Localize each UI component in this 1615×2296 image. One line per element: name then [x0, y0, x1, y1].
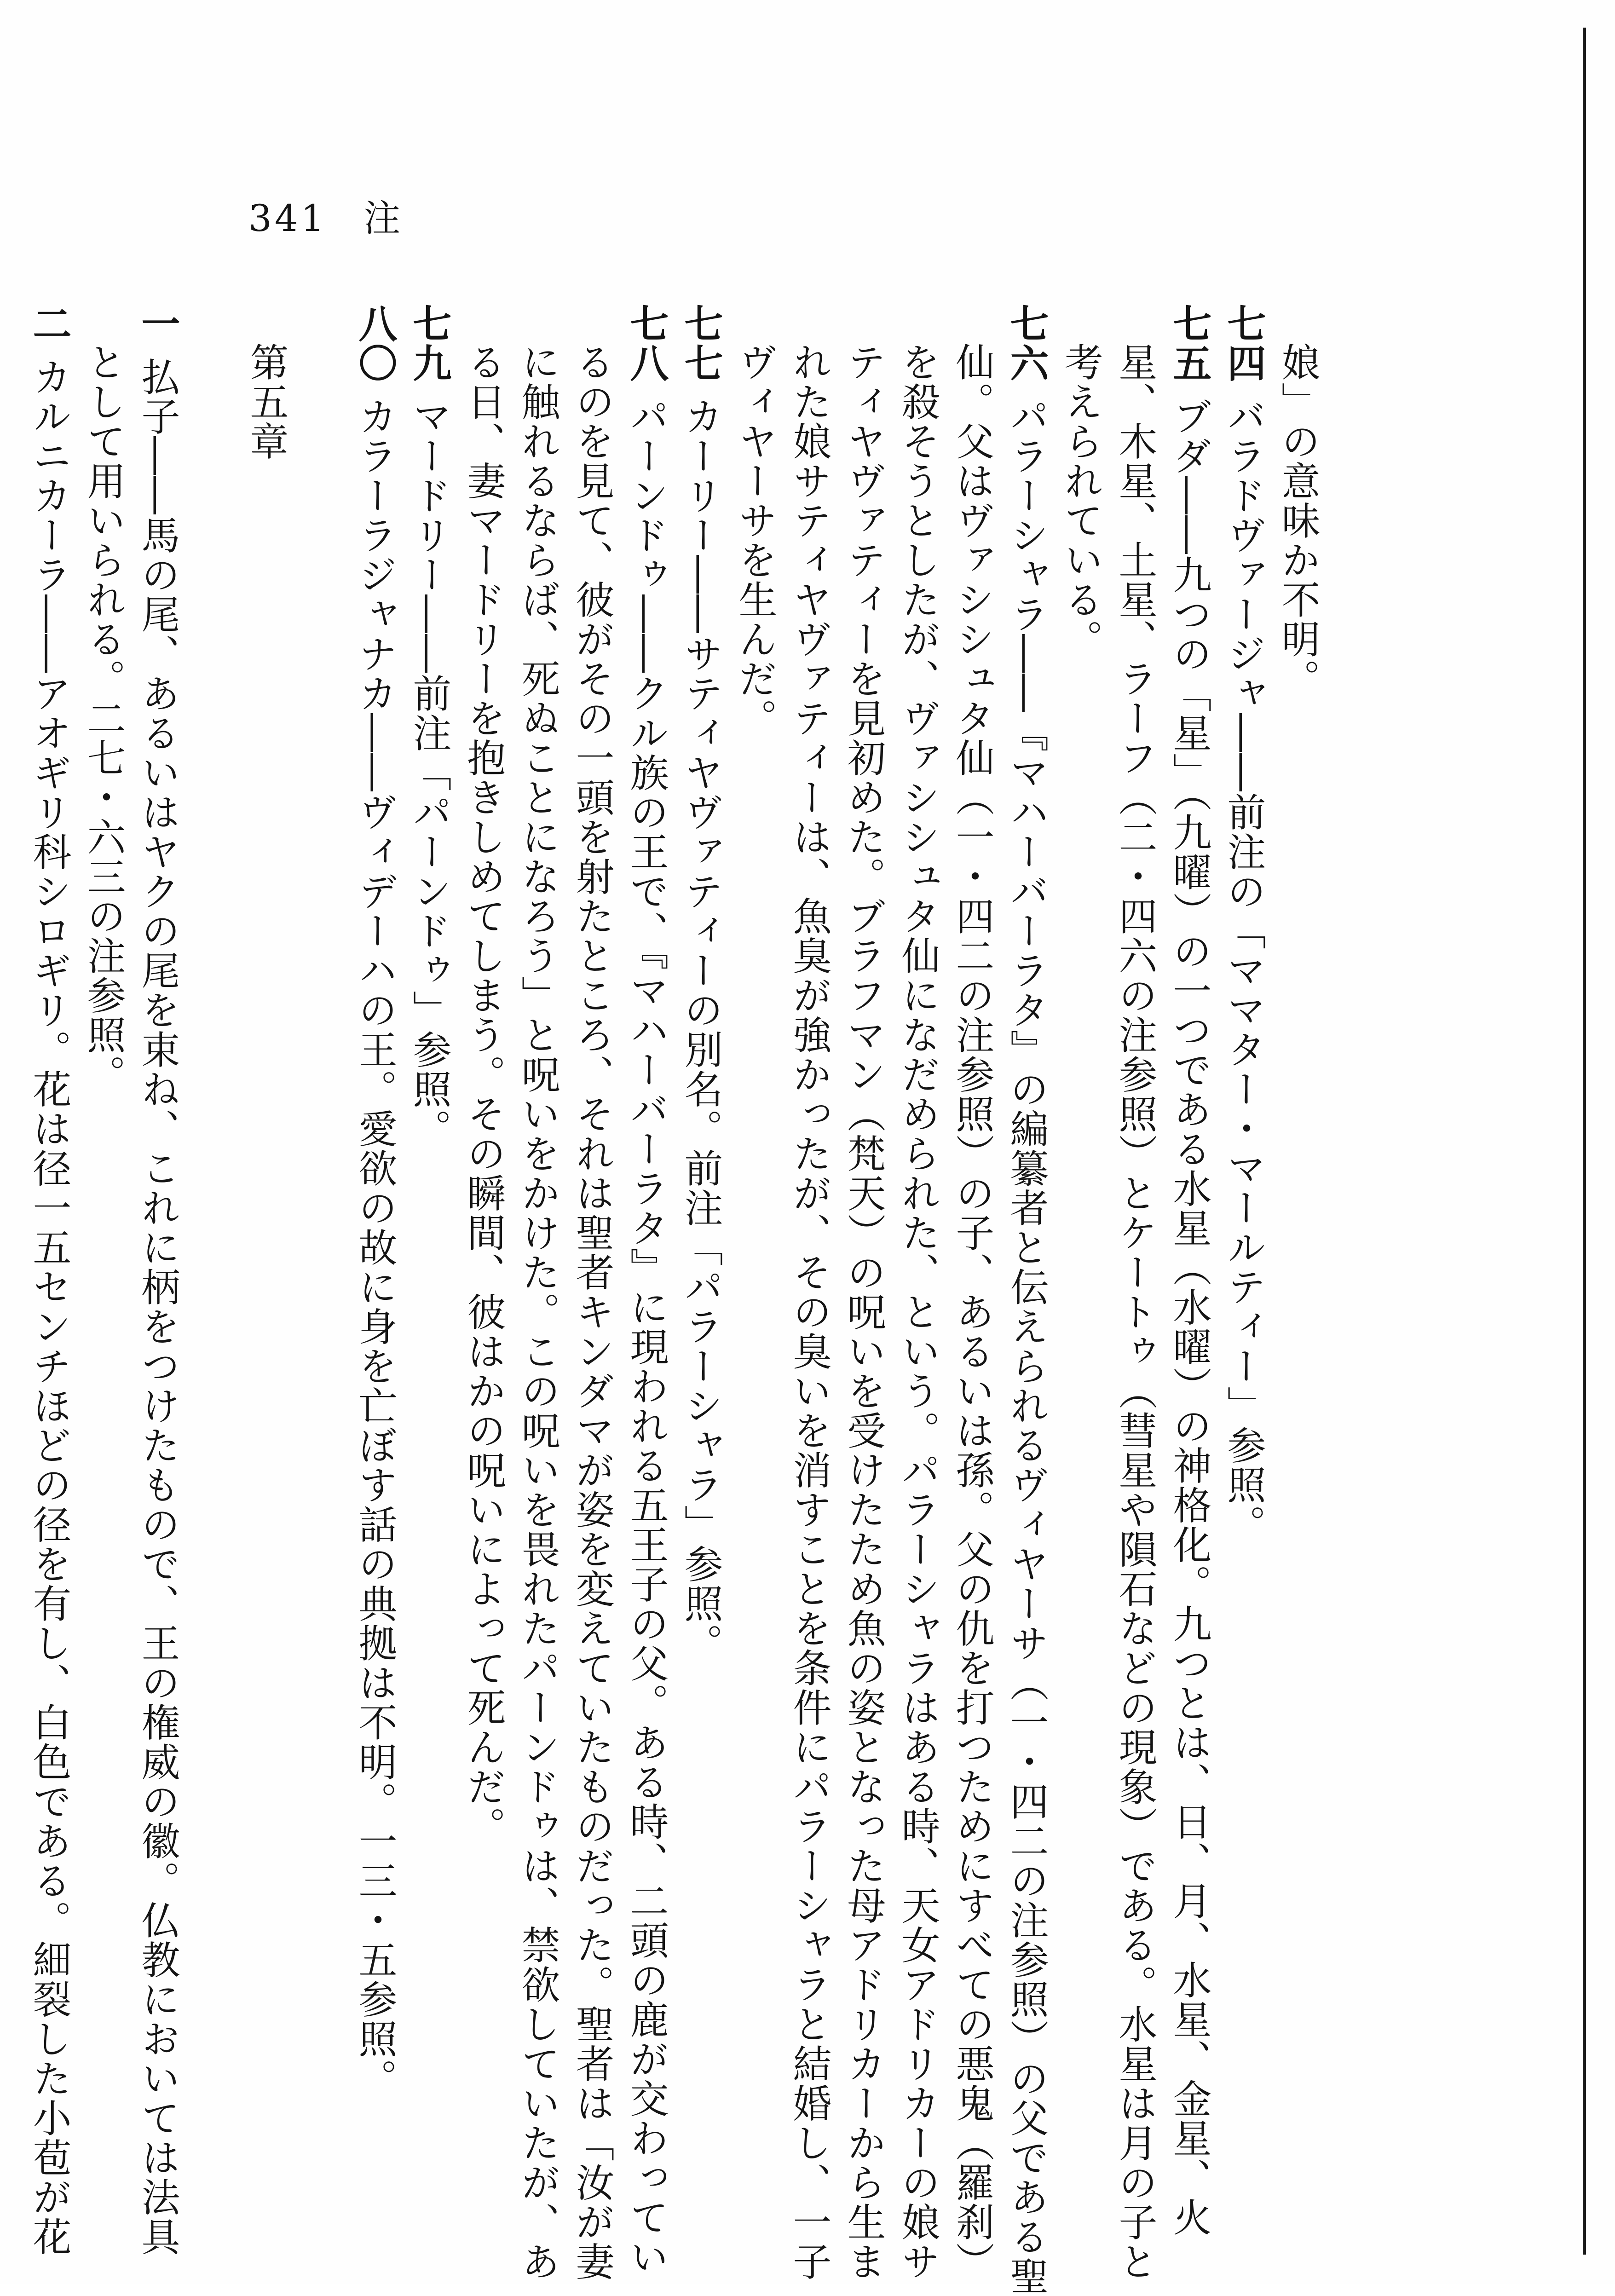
note-79 — [402, 304, 456, 2144]
note-number: 七五 — [1167, 304, 1212, 383]
note-text: 払子――馬の尾、あるいはヤクの尾を束ね、これに柄をつけたもので、王の権威の徽。仏教においては法具 — [135, 357, 180, 2256]
note-text: パーンドゥ――クル族の王で、『マハーバーラタ』に現われる五王子の父。ある時、二頭の鹿が交わってい — [624, 397, 669, 2277]
note-74 — [1217, 304, 1271, 2144]
note-75 — [1162, 304, 1217, 2237]
note-line: るのを見て、彼がその一頭を射たところ、それは聖者キンダマが姿を変えていたものだった。聖者は「汝が妻 — [570, 342, 615, 2281]
note-line: ヴィヤーサを生んだ。 — [733, 342, 778, 738]
note-2 — [22, 304, 76, 2256]
note-line: る日、妻マードリーを抱きしめてしまう。その瞬間、彼はかの呪いによって死んだ。 — [461, 342, 506, 1846]
note-number: 七九 — [407, 304, 452, 383]
note-line: 考えられている。 — [1058, 342, 1103, 659]
note-80 — [348, 304, 402, 2144]
note-78 — [619, 304, 674, 2277]
note-line: 仙。父はヴァシシュタ仙（一・四二の注参照）の子、あるいは孫。父の仇を打つためにすべての悪鬼（羅刹） — [950, 342, 995, 2281]
note-line: ティヤヴァティーを見初めた。ブラフマン（梵天）の呪いを受けたため魚の姿となった母アドリカーから生ま — [841, 342, 886, 2281]
note-number: 七四 — [1221, 304, 1267, 383]
spacer — [185, 304, 239, 2144]
section-title: 注 — [363, 197, 404, 240]
note-1 — [131, 304, 185, 2256]
spacer — [294, 304, 348, 2144]
note-text: ブダ――九つの「星」（九曜）の一つである水星（水曜）の神格化。九つとは、日、月、水星、金星、火 — [1167, 397, 1212, 2237]
note-text: カーリー――サティヤヴァティーの別名。前注「パラーシャラ」参照。 — [678, 397, 723, 1663]
note-number: 七八 — [624, 304, 669, 383]
note-line: に触れるならば、死ぬことになろう」と呪いをかけた。この呪いを畏れたパーンドゥは、禁欲していたが、あ — [515, 342, 560, 2281]
chapter-heading: 第五章 — [244, 342, 289, 461]
note-continuation: 娘」の意味か不明。 — [1275, 342, 1321, 698]
page-header — [248, 189, 403, 242]
note-text: マードリー――前注「パーンドゥ」参照。 — [407, 397, 452, 1148]
note-77 — [674, 304, 728, 2144]
note-line: れた娘サティヤヴァティーは、魚臭が強かったが、その臭いを消すことを条件にパラーシャラと結婚し、一子 — [787, 342, 832, 2281]
note-number: 一 — [135, 304, 181, 343]
note-line: として用いられる。二七・六三の注参照。 — [81, 342, 126, 1094]
note-number: 七七 — [678, 304, 724, 383]
note-76 — [999, 304, 1054, 2296]
note-text: バラドヴァージャ――前注の「ママター・マールティー」参照。 — [1221, 397, 1266, 1544]
note-line: を殺そうとしたが、ヴァシシュタ仙になだめられた、という。パラーシャラはある時、天女アドリカーの娘サ — [895, 342, 940, 2281]
note-number: 七六 — [1004, 304, 1050, 383]
page-number: 341 — [248, 197, 327, 240]
note-text: パラーシャラ――『マハーバーラタ』の編纂者と伝えられるヴィヤーサ（一・四二の注参照）の父である聖 — [1004, 397, 1049, 2296]
page-edge-line — [1583, 28, 1586, 2255]
notes-text — [27, 304, 1325, 2296]
note-text: カラーラジャナカ――ヴィデーハの王。愛欲の故に身を亡ぼす話の典拠は不明。一三・五参照。 — [352, 397, 398, 2098]
note-text: カルニカーラ――アオギリ科シロギリ。花は径一五センチほどの径を有し、白色である。細裂した小苞が花 — [27, 357, 72, 2256]
note-number: 二 — [27, 304, 72, 343]
note-line: 星、木星、土星、ラーフ（二・四六の注参照）とケートゥ（彗星や隕石などの現象）である。水星は月の子と — [1113, 342, 1158, 2281]
note-number: 八〇 — [352, 304, 398, 383]
